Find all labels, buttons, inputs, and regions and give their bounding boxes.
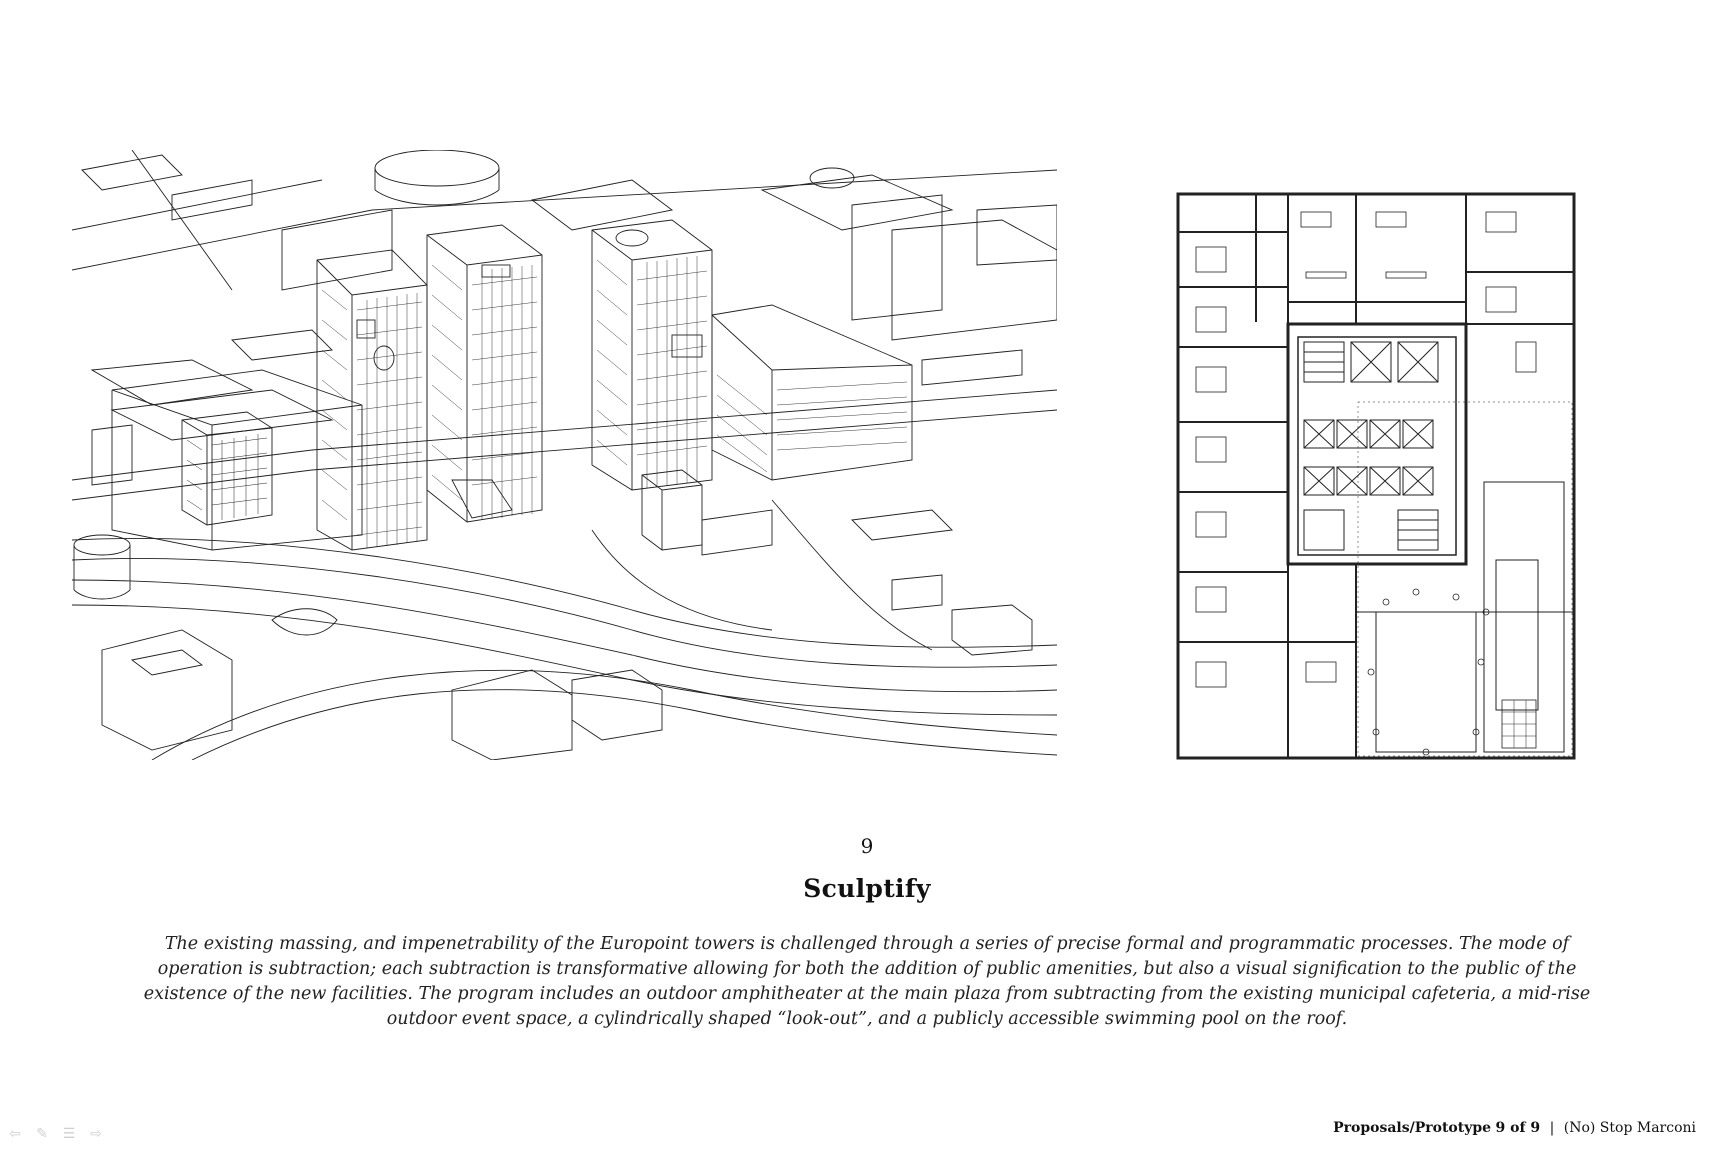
pen-icon[interactable]: ✎	[36, 1126, 48, 1142]
slide-navigation	[6, 1126, 105, 1142]
footer-separator: |	[1549, 1120, 1555, 1136]
slide-number: 9	[860, 834, 874, 858]
back-arrow-icon[interactable]: ⇦	[9, 1126, 21, 1142]
footer-section: Proposals/Prototype	[1333, 1120, 1492, 1136]
footer	[1333, 1120, 1696, 1136]
forward-arrow-icon[interactable]: ⇨	[90, 1126, 102, 1142]
floor-plan-drawing	[1176, 192, 1576, 760]
footer-page: 9 of 9	[1495, 1120, 1541, 1136]
axonometric-drawing	[72, 150, 1057, 760]
slide-description: The existing massing, and impenetrability of the Europoint towers is challenged through a series of precise formal and programmatic processes. The mode of operation is subtraction; each subtraction is transformative allowing for both the addition of public amenities, but also a visual signification to the public of the existence of the new facilities. The program includes an outdoor amphitheater at the main plaza from subtracting from the existing municipal cafeteria, a mid-rise outdoor event space, a cylindrically shaped “look-out”, and a publicly accessible swimming pool on the roof.	[143, 934, 1591, 1029]
slide-title: Sculptify	[803, 874, 931, 903]
footer-project: (No) Stop Marconi	[1563, 1120, 1696, 1136]
menu-icon[interactable]: ☰	[62, 1126, 76, 1142]
